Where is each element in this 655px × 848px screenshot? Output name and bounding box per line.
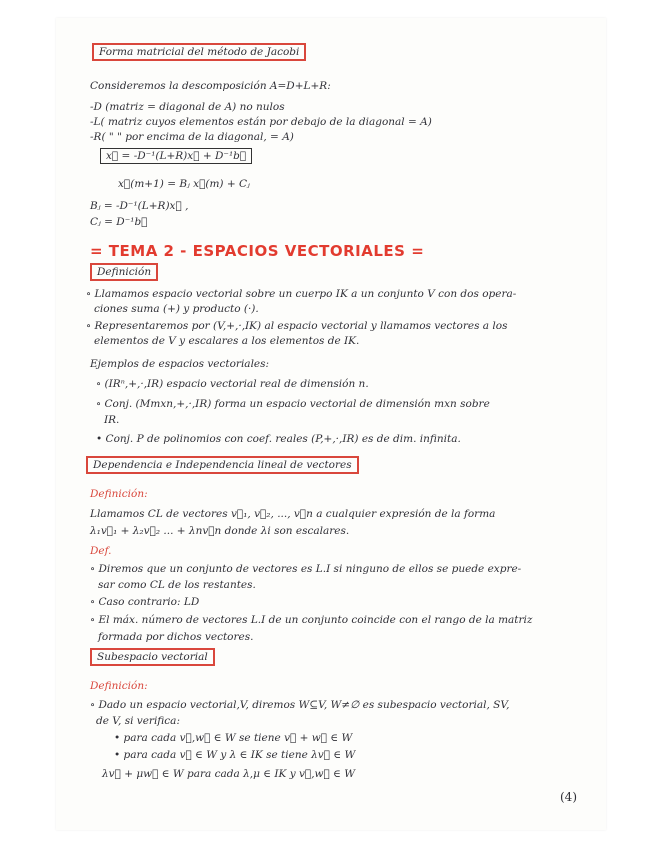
section-title-subespacio: Subespacio vectorial [90, 648, 215, 666]
formula-iter: x⃗(m+1) = Bⱼ x⃗(m) + Cⱼ [118, 178, 250, 190]
intro-line: Consideremos la descomposición A=D+L+R: [90, 80, 331, 92]
example-1: ∘ (IRⁿ,+,·,IR) espacio vectorial real de dimensión n. [96, 378, 369, 390]
formula-boxed: x⃗ = -D⁻¹(L+R)x⃗ + D⁻¹b⃗ [100, 148, 252, 164]
sub-line-3: • para cada v⃗,w⃗ ∈ W se tiene v⃗ + w⃗ ∈ W [114, 732, 353, 744]
sub-line-1: ∘ Dado un espacio vectorial,V, diremos W⊆V, W≠∅ es subespacio vectorial, SV, [90, 699, 510, 711]
ev-line-2: ciones suma (+) y producto (·). [94, 303, 259, 315]
formula-bj: Bⱼ = -D⁻¹(L+R)x⃗ , [90, 200, 189, 212]
dep-def2-line-3: ∘ Caso contrario: LD [90, 596, 200, 608]
ev-line-3: ∘ Representaremos por (V,+,·,IK) al espacio vectorial y llamamos vectores a los [86, 320, 508, 332]
examples-title: Ejemplos de espacios vectoriales: [90, 358, 270, 370]
page-number: (4) [560, 790, 577, 804]
tema-title: = TEMA 2 - ESPACIOS VECTORIALES = [90, 242, 425, 260]
definicion-label: Definición [90, 263, 158, 281]
dep-def2-line-1: ∘ Diremos que un conjunto de vectores es L.I si ninguno de ellos se puede expre- [90, 563, 522, 575]
dep-def-line-1: Llamamos CL de vectores v⃗₁, v⃗₂, ..., v⃗n a cualquier expresión de la forma [90, 508, 496, 520]
dep-def-line-2: λ₁v⃗₁ + λ₂v⃗₂ ... + λnv⃗n donde λi son escalares. [90, 525, 350, 537]
example-2: ∘ Conj. (Mmxn,+,·,IR) forma un espacio vectorial de dimensión mxn sobre [96, 398, 490, 410]
item-l: -L( matriz cuyos elementos están por debajo de la diagonal = A) [90, 116, 432, 128]
sub-line-5: λv⃗ + μw⃗ ∈ W para cada λ,μ ∈ IK y v⃗,w⃗ ∈ W [102, 768, 356, 780]
notebook-page [56, 18, 606, 830]
dep-def2-line-5: formada por dichos vectores. [98, 631, 254, 643]
ev-line-4: elementos de V y escalares a los elementos de IK. [94, 335, 360, 347]
sub-line-4: • para cada v⃗ ∈ W y λ ∈ IK se tiene λv⃗ ∈ W [114, 749, 356, 761]
section-title-dependencia: Dependencia e Independencia lineal de vectores [86, 456, 359, 474]
example-2b: IR. [104, 414, 120, 426]
item-r: -R( " " por encima de la diagonal, = A) [90, 131, 294, 143]
dep-def2-line-4: ∘ El máx. número de vectores L.I de un conjunto coincide con el rango de la matriz [90, 614, 533, 626]
sub-def-head: Definición: [90, 680, 148, 692]
example-3: • Conj. P de polinomios con coef. reales (P,+,·,IR) es de dim. infinita. [96, 433, 461, 445]
dep-def-head: Definición: [90, 488, 148, 500]
dep-def2-line-2: sar como CL de los restantes. [98, 579, 256, 591]
ev-line-1: ∘ Llamamos espacio vectorial sobre un cuerpo IK a un conjunto V con dos opera- [86, 288, 517, 300]
section-title-jacobi: Forma matricial del método de Jacobi [92, 43, 306, 61]
formula-cj: Cⱼ = D⁻¹b⃗ [90, 216, 148, 228]
sub-line-2: de V, si verifica: [96, 715, 180, 727]
dep-def2-head: Def. [90, 545, 112, 557]
item-d: -D (matriz = diagonal de A) no nulos [90, 101, 285, 113]
